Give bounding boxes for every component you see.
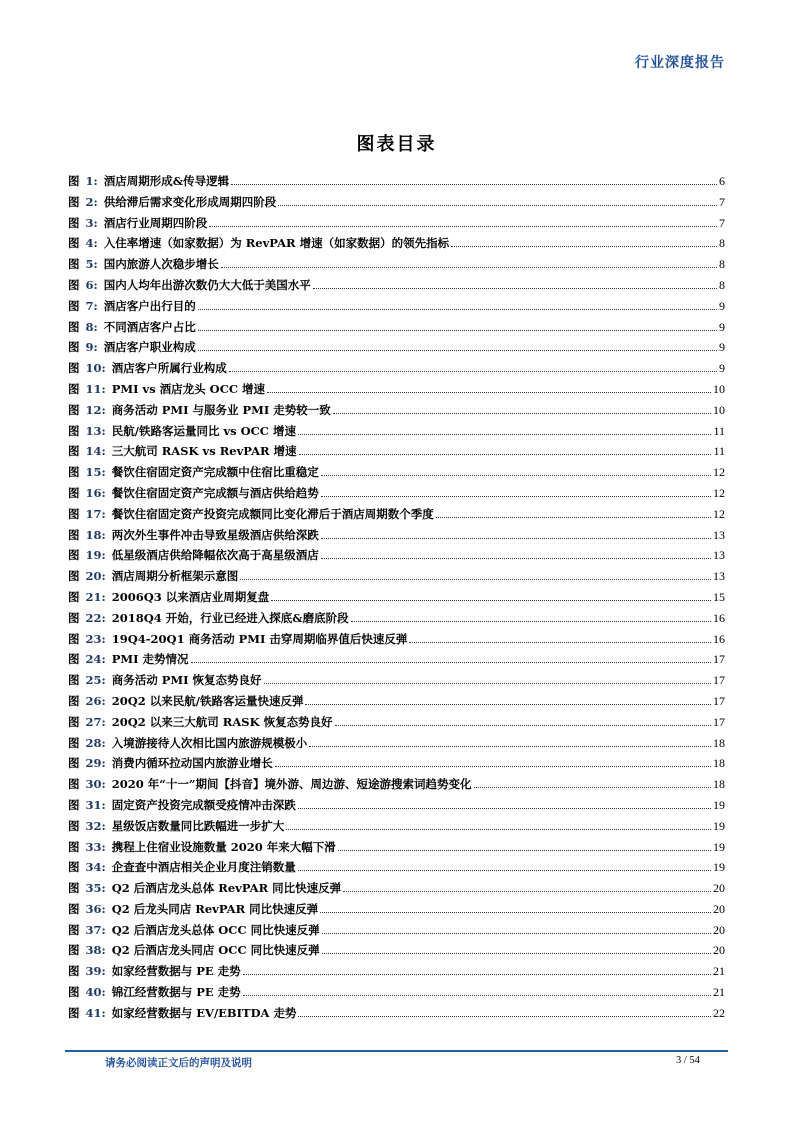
toc-entry[interactable]	[68, 963, 725, 984]
figure-number: 22:	[85, 610, 106, 625]
toc-entry[interactable]	[68, 339, 725, 360]
figure-title[interactable]: 20Q2 以来民航/铁路客运量快速反弹	[111, 693, 304, 708]
figure-list	[68, 173, 725, 1026]
figure-page[interactable]: 17	[713, 693, 725, 708]
dot-leader	[321, 557, 711, 559]
figure-title[interactable]: 19Q4-20Q1 商务活动 PMI 击穿周期临界值后快速反弹	[111, 631, 408, 646]
figure-page[interactable]: 20	[713, 922, 725, 937]
dot-leader	[191, 661, 711, 663]
toc-entry[interactable]	[68, 984, 725, 1005]
figure-number: 21:	[85, 589, 106, 604]
figure-page[interactable]: 7	[719, 194, 725, 209]
toc-entry[interactable]	[68, 589, 725, 610]
figure-title[interactable]: 酒店周期分析框架示意图	[111, 569, 239, 584]
page-title: 图表目录	[356, 134, 437, 155]
figure-page[interactable]: 12	[713, 465, 725, 480]
figure-page[interactable]: 19	[713, 797, 725, 812]
figure-page[interactable]: 13	[713, 527, 725, 542]
dot-leader	[343, 890, 711, 892]
figure-page[interactable]: 7	[719, 215, 725, 230]
figure-title[interactable]: 不同酒店客户占比	[103, 319, 196, 334]
figure-title[interactable]: 商务活动 PMI 恢复态势良好	[111, 673, 262, 688]
toc-entry[interactable]	[68, 464, 725, 485]
dot-leader	[229, 370, 717, 372]
toc-entry[interactable]	[68, 568, 725, 589]
toc-entry[interactable]	[68, 942, 725, 963]
figure-page[interactable]: 17	[713, 673, 725, 688]
dot-leader	[198, 308, 717, 310]
figure-page[interactable]: 10	[713, 402, 725, 417]
dot-leader	[351, 620, 711, 622]
toc-entry[interactable]	[68, 360, 725, 381]
toc-entry[interactable]	[68, 776, 725, 797]
figure-page[interactable]: 16	[713, 610, 725, 625]
figure-page[interactable]: 6	[719, 174, 725, 188]
figure-number: 6:	[85, 277, 98, 292]
figure-number: 18:	[85, 527, 106, 542]
figure-page[interactable]: 9	[719, 340, 725, 355]
figure-page[interactable]: 8	[719, 236, 725, 251]
figure-page[interactable]: 17	[713, 714, 725, 729]
figure-prefix: 图	[68, 569, 80, 584]
dot-leader	[436, 516, 711, 518]
figure-number: 7:	[85, 298, 98, 313]
dot-leader	[275, 765, 711, 767]
figure-page[interactable]: 9	[719, 361, 725, 376]
figure-prefix: 图	[68, 423, 80, 438]
figure-title[interactable]: 2020 年“十一”期间【抖音】境外游、周边游、短途游搜索词趋势变化	[111, 777, 472, 792]
figure-prefix: 图	[68, 361, 80, 376]
toc-entry[interactable]	[68, 443, 725, 464]
dot-leader	[298, 433, 711, 435]
dot-leader	[243, 973, 711, 975]
toc-entry[interactable]	[68, 319, 725, 340]
figure-number: 35:	[85, 881, 106, 896]
figure-title[interactable]: 国内旅游人次稳步增长	[103, 257, 219, 272]
toc-entry[interactable]	[68, 485, 725, 506]
figure-page[interactable]: 13	[713, 548, 725, 563]
figure-page[interactable]: 18	[713, 735, 725, 750]
figure-page[interactable]: 18	[713, 756, 725, 771]
figure-page[interactable]: 8	[719, 277, 725, 292]
figure-page[interactable]: 19	[713, 839, 725, 854]
toc-entry[interactable]	[68, 402, 725, 423]
toc-entry[interactable]	[68, 901, 725, 922]
figure-page[interactable]: 21	[713, 985, 725, 1000]
dot-leader	[305, 703, 711, 705]
figure-title[interactable]: 如家经营数据与 EV/EBITDA 走势	[111, 1005, 297, 1020]
figure-title[interactable]: 酒店行业周期四阶段	[103, 215, 208, 230]
dot-leader	[267, 391, 711, 393]
dot-leader	[409, 641, 711, 643]
figure-number: 3:	[85, 215, 98, 230]
figure-title[interactable]: 2018Q4 开始，行业已经进入探底&磨底阶段	[111, 610, 349, 625]
figure-number: 20:	[85, 569, 106, 584]
report-type-header: 行业深度报告	[635, 55, 725, 71]
figure-page[interactable]: 19	[713, 860, 725, 875]
figure-title[interactable]: 酒店周期形成&传导逻辑	[103, 174, 230, 188]
dot-leader	[321, 537, 711, 539]
figure-number: 17:	[85, 506, 106, 521]
figure-prefix: 图	[68, 797, 80, 812]
dot-leader	[298, 1015, 711, 1017]
dot-leader	[264, 682, 711, 684]
figure-title[interactable]: 酒店客户所属行业构成	[111, 361, 227, 376]
dot-leader	[338, 849, 711, 851]
figure-prefix: 图	[68, 964, 80, 979]
dot-leader	[198, 349, 717, 351]
dot-leader	[231, 183, 717, 185]
toc-entry[interactable]	[68, 506, 725, 527]
figure-number: 37:	[85, 922, 106, 937]
figure-prefix: 图	[68, 881, 80, 896]
figure-number: 8:	[85, 319, 98, 334]
figure-page[interactable]: 20	[713, 901, 725, 916]
figure-title[interactable]: 餐饮住宿固定资产完成额与酒店供给趋势	[111, 485, 319, 500]
toc-entry[interactable]	[68, 818, 725, 839]
dot-leader	[309, 745, 711, 747]
figure-page[interactable]: 13	[713, 569, 725, 584]
figure-title[interactable]: 固定资产投资完成额受疫情冲击深跌	[111, 797, 296, 812]
figure-title[interactable]: 消费内循环拉动国内旅游业增长	[111, 756, 273, 771]
figure-number: 40:	[85, 985, 106, 1000]
dot-leader	[209, 225, 717, 227]
toc-entry[interactable]	[68, 298, 725, 319]
figure-number: 1:	[85, 174, 98, 188]
figure-page[interactable]: 12	[713, 485, 725, 500]
figure-title[interactable]: 餐饮住宿固定资产投资完成额同比变化滞后于酒店周期数个季度	[111, 506, 434, 521]
figure-page[interactable]: 15	[713, 589, 725, 604]
dot-leader	[474, 786, 712, 788]
dot-leader	[271, 599, 711, 601]
figure-title[interactable]: 三大航司 RASK vs RevPAR 增速	[111, 444, 297, 459]
toc-entry[interactable]	[68, 922, 725, 943]
figure-number: 12:	[85, 402, 106, 417]
figure-prefix: 图	[68, 714, 80, 729]
figure-title[interactable]: 民航/铁路客运量同比 vs OCC 增速	[111, 423, 296, 438]
figure-number: 25:	[85, 673, 106, 688]
dot-leader	[240, 578, 711, 580]
figure-prefix: 图	[68, 548, 80, 563]
figure-title[interactable]: 入住率增速（如家数据）为 RevPAR 增速（如家数据）的领先指标	[103, 236, 450, 251]
figure-number: 16:	[85, 485, 106, 500]
dot-leader	[313, 287, 717, 289]
figure-prefix: 图	[68, 485, 80, 500]
figure-prefix: 图	[68, 277, 80, 292]
figure-title[interactable]: 20Q2 以来三大航司 RASK 恢复态势良好	[111, 714, 333, 729]
figure-number: 14:	[85, 444, 106, 459]
toc-entry[interactable]	[68, 277, 725, 298]
figure-title[interactable]: 携程上住宿业设施数量 2020 年来大幅下滑	[111, 839, 336, 854]
figure-number: 26:	[85, 693, 106, 708]
figure-prefix: 图	[68, 298, 80, 313]
figure-title[interactable]: 餐饮住宿固定资产完成额中住宿比重稳定	[111, 465, 319, 480]
figure-number: 19:	[85, 548, 106, 563]
toc-entry[interactable]	[68, 1005, 725, 1026]
toc-entry[interactable]	[68, 423, 725, 444]
figure-page[interactable]: 16	[713, 631, 725, 646]
dot-leader	[298, 807, 711, 809]
figure-number: 34:	[85, 860, 106, 875]
toc-entry[interactable]	[68, 714, 725, 735]
toc-entry[interactable]	[68, 547, 725, 568]
figure-number: 41:	[85, 1005, 106, 1020]
figure-prefix: 图	[68, 610, 80, 625]
figure-title[interactable]: 锦江经营数据与 PE 走势	[111, 985, 241, 1000]
toc-entry[interactable]	[68, 173, 725, 194]
figure-title[interactable]: Q2 后龙头同店 RevPAR 同比快速反弹	[111, 901, 319, 916]
figure-number: 32:	[85, 818, 106, 833]
toc-entry[interactable]	[68, 693, 725, 714]
dot-leader	[299, 453, 712, 455]
figure-title[interactable]: 入境游接待人次相比国内旅游规模极小	[111, 735, 308, 750]
figure-number: 36:	[85, 901, 106, 916]
dot-leader	[335, 724, 711, 726]
toc-entry[interactable]	[68, 610, 725, 631]
figure-number: 33:	[85, 839, 106, 854]
figure-title[interactable]: 酒店客户职业构成	[103, 340, 196, 355]
figure-prefix: 图	[68, 257, 80, 272]
figure-prefix: 图	[68, 215, 80, 230]
figure-prefix: 图	[68, 652, 80, 667]
dot-leader	[286, 828, 711, 830]
figure-prefix: 图	[68, 673, 80, 688]
toc-entry[interactable]	[68, 839, 725, 860]
figure-number: 10:	[85, 361, 106, 376]
figure-page[interactable]: 8	[719, 257, 725, 272]
toc-entry[interactable]	[68, 527, 725, 548]
footer-disclaimer: 请务必阅读正文后的声明及说明	[105, 1057, 252, 1069]
figure-page[interactable]: 9	[719, 319, 725, 334]
figure-prefix: 图	[68, 756, 80, 771]
figure-title[interactable]: 如家经营数据与 PE 走势	[111, 964, 241, 979]
figure-title[interactable]: PMI vs 酒店龙头 OCC 增速	[111, 381, 266, 396]
figure-prefix: 图	[68, 194, 80, 209]
figure-number: 23:	[85, 631, 106, 646]
figure-prefix: 图	[68, 818, 80, 833]
figure-prefix: 图	[68, 735, 80, 750]
toc-entry[interactable]	[68, 797, 725, 818]
figure-prefix: 图	[68, 922, 80, 937]
figure-number: 30:	[85, 777, 106, 792]
figure-number: 5:	[85, 257, 98, 272]
toc-entry[interactable]	[68, 194, 725, 215]
figure-number: 31:	[85, 797, 106, 812]
figure-page[interactable]: 19	[713, 818, 725, 833]
toc-entry[interactable]	[68, 631, 725, 652]
figure-prefix: 图	[68, 1005, 80, 1020]
figure-number: 9:	[85, 340, 98, 355]
figure-page[interactable]: 10	[713, 381, 725, 396]
figure-number: 29:	[85, 756, 106, 771]
figure-page[interactable]: 11	[713, 423, 725, 438]
figure-page[interactable]: 17	[713, 652, 725, 667]
figure-title[interactable]: 企查查中酒店相关企业月度注销数量	[111, 860, 296, 875]
figure-number: 39:	[85, 964, 106, 979]
figure-number: 24:	[85, 652, 106, 667]
figure-title[interactable]: 两次外生事件冲击导致星级酒店供给深跌	[111, 527, 319, 542]
toc-entry[interactable]	[68, 381, 725, 402]
dot-leader	[198, 329, 717, 331]
figure-prefix: 图	[68, 527, 80, 542]
figure-prefix: 图	[68, 402, 80, 417]
figure-prefix: 图	[68, 465, 80, 480]
figure-page[interactable]: 11	[713, 444, 725, 459]
figure-prefix: 图	[68, 631, 80, 646]
toc-entry[interactable]	[68, 755, 725, 776]
figure-page[interactable]: 18	[713, 777, 725, 792]
figure-prefix: 图	[68, 506, 80, 521]
figure-prefix: 图	[68, 777, 80, 792]
figure-page[interactable]: 9	[719, 298, 725, 313]
figure-page[interactable]: 12	[713, 506, 725, 521]
dot-leader	[321, 474, 711, 476]
figure-prefix: 图	[68, 693, 80, 708]
figure-title[interactable]: PMI 走势情况	[111, 652, 189, 667]
toc-entry[interactable]	[68, 880, 725, 901]
figure-number: 28:	[85, 735, 106, 750]
toc-entry[interactable]	[68, 859, 725, 880]
figure-title[interactable]: 2006Q3 以来酒店业周期复盘	[111, 589, 270, 604]
figure-prefix: 图	[68, 340, 80, 355]
figure-prefix: 图	[68, 901, 80, 916]
figure-number: 13:	[85, 423, 106, 438]
figure-title[interactable]: 国内人均年出游次数仍大大低于美国水平	[103, 277, 311, 292]
figure-prefix: 图	[68, 985, 80, 1000]
figure-number: 27:	[85, 714, 106, 729]
dot-leader	[321, 495, 711, 497]
figure-number: 38:	[85, 943, 106, 958]
figure-title[interactable]: 星级饭店数量同比跌幅进一步扩大	[111, 818, 285, 833]
toc-entry[interactable]	[68, 235, 725, 256]
figure-title[interactable]: 商务活动 PMI 与服务业 PMI 走势较一致	[111, 402, 331, 417]
figure-prefix: 图	[68, 589, 80, 604]
figure-title[interactable]: 低星级酒店供给降幅依次高于高星级酒店	[111, 548, 319, 563]
figure-number: 15:	[85, 465, 106, 480]
figure-prefix: 图	[68, 174, 80, 188]
figure-prefix: 图	[68, 839, 80, 854]
toc-entry[interactable]	[68, 256, 725, 277]
figure-title[interactable]: Q2 后酒店龙头总体 OCC 同比快速反弹	[111, 922, 320, 937]
dot-leader	[278, 204, 717, 206]
toc-entry[interactable]	[68, 735, 725, 756]
figure-number: 4:	[85, 236, 98, 251]
dot-leader	[333, 412, 711, 414]
dot-leader	[320, 911, 711, 913]
figure-page[interactable]: 22	[713, 1005, 725, 1020]
figure-title[interactable]: 供给滞后需求变化形成周期四阶段	[103, 194, 277, 209]
dot-leader	[298, 869, 711, 871]
toc-entry[interactable]	[68, 672, 725, 693]
toc-entry[interactable]	[68, 215, 725, 236]
figure-page[interactable]: 20	[713, 943, 725, 958]
dot-leader	[322, 952, 711, 954]
figure-prefix: 图	[68, 860, 80, 875]
figure-prefix: 图	[68, 444, 80, 459]
figure-page[interactable]: 20	[713, 881, 725, 896]
dot-leader	[322, 932, 711, 934]
figure-title[interactable]: 酒店客户出行目的	[103, 298, 196, 313]
figure-number: 2:	[85, 194, 98, 209]
figure-page[interactable]: 21	[713, 964, 725, 979]
figure-prefix: 图	[68, 381, 80, 396]
figure-title[interactable]: Q2 后酒店龙头同店 OCC 同比快速反弹	[111, 943, 320, 958]
figure-title[interactable]: Q2 后酒店龙头总体 RevPAR 同比快速反弹	[111, 881, 342, 896]
dot-leader	[451, 245, 717, 247]
footer-divider	[65, 1050, 728, 1052]
dot-leader	[221, 266, 717, 268]
figure-prefix: 图	[68, 943, 80, 958]
dot-leader	[243, 994, 711, 996]
figure-prefix: 图	[68, 319, 80, 334]
figure-number: 11:	[85, 381, 106, 396]
toc-entry[interactable]	[68, 651, 725, 672]
figure-prefix: 图	[68, 236, 80, 251]
page-number: 3 / 54	[676, 1055, 700, 1066]
